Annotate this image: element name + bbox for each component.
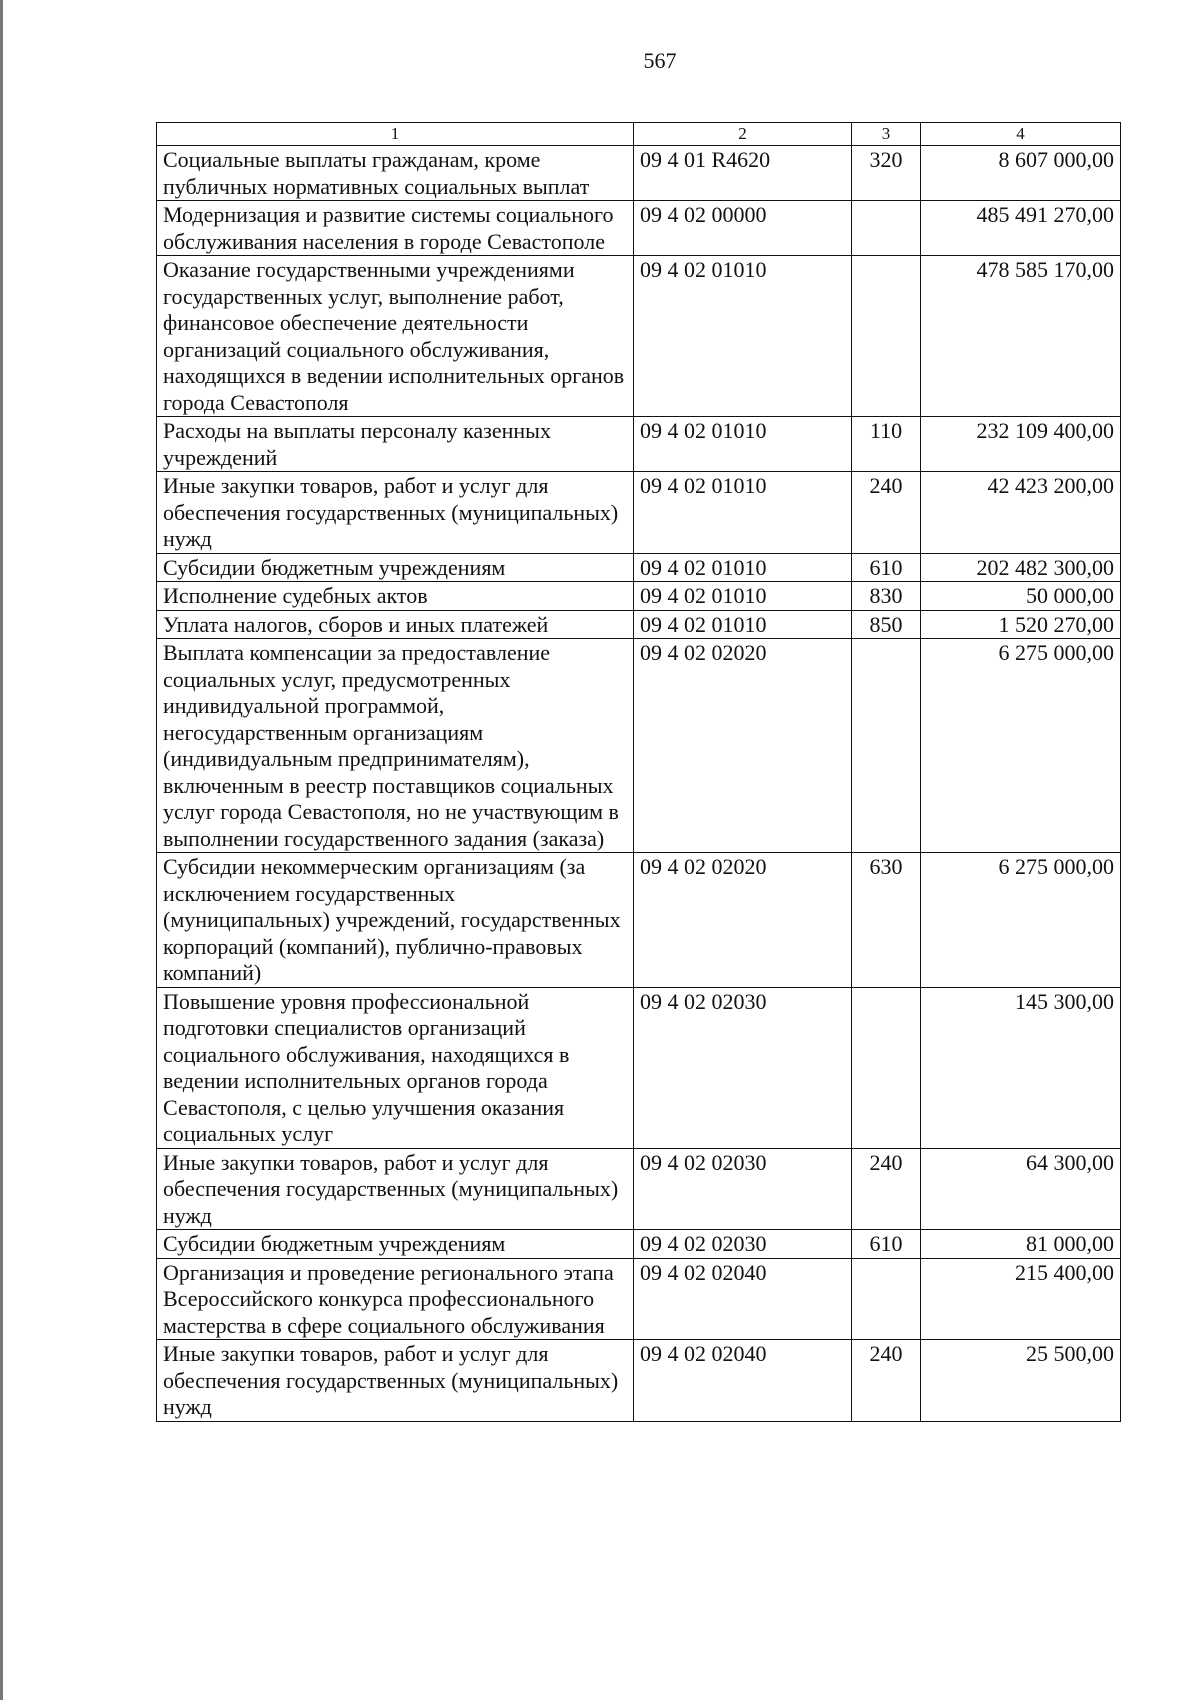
header-row bbox=[157, 123, 1121, 146]
table-row bbox=[157, 146, 1121, 201]
row-expense-type: 320 bbox=[852, 146, 921, 201]
row-expense-type: 110 bbox=[852, 417, 921, 472]
row-expense-type bbox=[852, 201, 921, 256]
row-expense-type: 610 bbox=[852, 1230, 921, 1259]
row-code: 09 4 02 02040 bbox=[634, 1258, 852, 1340]
row-name: Расходы на выплаты персоналу казенных учреждений bbox=[157, 417, 634, 472]
table-row bbox=[157, 1230, 1121, 1259]
row-name: Субсидии некоммерческим организациям (за исключением государственных (муниципальных) учреждений, государственных корпораций (компаний), публично-правовых компаний) bbox=[157, 853, 634, 988]
row-name: Иные закупки товаров, работ и услуг для обеспечения государственных (муниципальных) нужд bbox=[157, 1340, 634, 1422]
row-name: Социальные выплаты гражданам, кроме публичных нормативных социальных выплат bbox=[157, 146, 634, 201]
table-row bbox=[157, 582, 1121, 611]
row-amount: 42 423 200,00 bbox=[921, 472, 1121, 554]
row-name: Иные закупки товаров, работ и услуг для обеспечения государственных (муниципальных) нужд bbox=[157, 472, 634, 554]
row-name: Субсидии бюджетным учреждениям bbox=[157, 1230, 634, 1259]
table-row bbox=[157, 987, 1121, 1148]
row-amount: 64 300,00 bbox=[921, 1148, 1121, 1230]
row-expense-type bbox=[852, 256, 921, 417]
budget-table bbox=[156, 122, 1121, 1422]
table-row bbox=[157, 1148, 1121, 1230]
row-amount: 25 500,00 bbox=[921, 1340, 1121, 1422]
row-amount: 232 109 400,00 bbox=[921, 417, 1121, 472]
row-code: 09 4 01 R4620 bbox=[634, 146, 852, 201]
row-code: 09 4 02 02030 bbox=[634, 1148, 852, 1230]
row-code: 09 4 02 02020 bbox=[634, 639, 852, 853]
header-col-3: 3 bbox=[852, 123, 921, 146]
header-col-2: 2 bbox=[634, 123, 852, 146]
row-code: 09 4 02 01010 bbox=[634, 610, 852, 639]
page-number: 567 bbox=[643, 48, 677, 73]
row-code: 09 4 02 02030 bbox=[634, 987, 852, 1148]
row-expense-type: 630 bbox=[852, 853, 921, 988]
table-row bbox=[157, 639, 1121, 853]
table-row bbox=[157, 472, 1121, 554]
row-amount: 50 000,00 bbox=[921, 582, 1121, 611]
row-amount: 81 000,00 bbox=[921, 1230, 1121, 1259]
row-expense-type: 240 bbox=[852, 472, 921, 554]
row-amount: 1 520 270,00 bbox=[921, 610, 1121, 639]
row-amount: 215 400,00 bbox=[921, 1258, 1121, 1340]
row-amount: 202 482 300,00 bbox=[921, 553, 1121, 582]
row-name: Уплата налогов, сборов и иных платежей bbox=[157, 610, 634, 639]
table-row bbox=[157, 417, 1121, 472]
row-expense-type bbox=[852, 1258, 921, 1340]
header-col-1: 1 bbox=[157, 123, 634, 146]
row-expense-type: 850 bbox=[852, 610, 921, 639]
row-code: 09 4 02 01010 bbox=[634, 417, 852, 472]
row-expense-type: 610 bbox=[852, 553, 921, 582]
row-expense-type: 240 bbox=[852, 1148, 921, 1230]
row-code: 09 4 02 01010 bbox=[634, 472, 852, 554]
table-row bbox=[157, 201, 1121, 256]
row-code: 09 4 02 01010 bbox=[634, 582, 852, 611]
table-row bbox=[157, 256, 1121, 417]
row-code: 09 4 02 01010 bbox=[634, 256, 852, 417]
row-name: Оказание государственными учреждениями государственных услуг, выполнение работ, финансовое обеспечение деятельности организаций социального обслуживания, находящихся в ведении исполнительных органов города Севастополя bbox=[157, 256, 634, 417]
row-amount: 145 300,00 bbox=[921, 987, 1121, 1148]
row-name: Субсидии бюджетным учреждениям bbox=[157, 553, 634, 582]
row-code: 09 4 02 00000 bbox=[634, 201, 852, 256]
table-body bbox=[157, 146, 1121, 1422]
row-expense-type bbox=[852, 639, 921, 853]
table-row bbox=[157, 853, 1121, 988]
row-expense-type bbox=[852, 987, 921, 1148]
row-name: Повышение уровня профессиональной подготовки специалистов организаций социального обслуживания, находящихся в ведении исполнительных органов города Севастополя, с целью улучшения оказания социальных услуг bbox=[157, 987, 634, 1148]
row-name: Исполнение судебных актов bbox=[157, 582, 634, 611]
row-amount: 6 275 000,00 bbox=[921, 639, 1121, 853]
table-row bbox=[157, 1340, 1121, 1422]
table-row bbox=[157, 1258, 1121, 1340]
row-code: 09 4 02 02030 bbox=[634, 1230, 852, 1259]
header-col-4: 4 bbox=[921, 123, 1121, 146]
row-name: Иные закупки товаров, работ и услуг для обеспечения государственных (муниципальных) нужд bbox=[157, 1148, 634, 1230]
row-name: Модернизация и развитие системы социального обслуживания населения в городе Севастополе bbox=[157, 201, 634, 256]
table-row bbox=[157, 553, 1121, 582]
row-amount: 485 491 270,00 bbox=[921, 201, 1121, 256]
row-amount: 8 607 000,00 bbox=[921, 146, 1121, 201]
row-code: 09 4 02 02020 bbox=[634, 853, 852, 988]
row-code: 09 4 02 02040 bbox=[634, 1340, 852, 1422]
row-expense-type: 240 bbox=[852, 1340, 921, 1422]
row-amount: 478 585 170,00 bbox=[921, 256, 1121, 417]
row-name: Организация и проведение регионального этапа Всероссийского конкурса профессионального мастерства в сфере социального обслуживания bbox=[157, 1258, 634, 1340]
scan-edge bbox=[0, 0, 3, 1700]
table-row bbox=[157, 610, 1121, 639]
row-code: 09 4 02 01010 bbox=[634, 553, 852, 582]
row-name: Выплата компенсации за предоставление социальных услуг, предусмотренных индивидуальной программой, негосударственным организациям (индивидуальным предпринимателям), включенным в реестр поставщиков социальных услуг города Севастополя, но не участвующим в выполнении государственного задания (заказа) bbox=[157, 639, 634, 853]
row-amount: 6 275 000,00 bbox=[921, 853, 1121, 988]
row-expense-type: 830 bbox=[852, 582, 921, 611]
